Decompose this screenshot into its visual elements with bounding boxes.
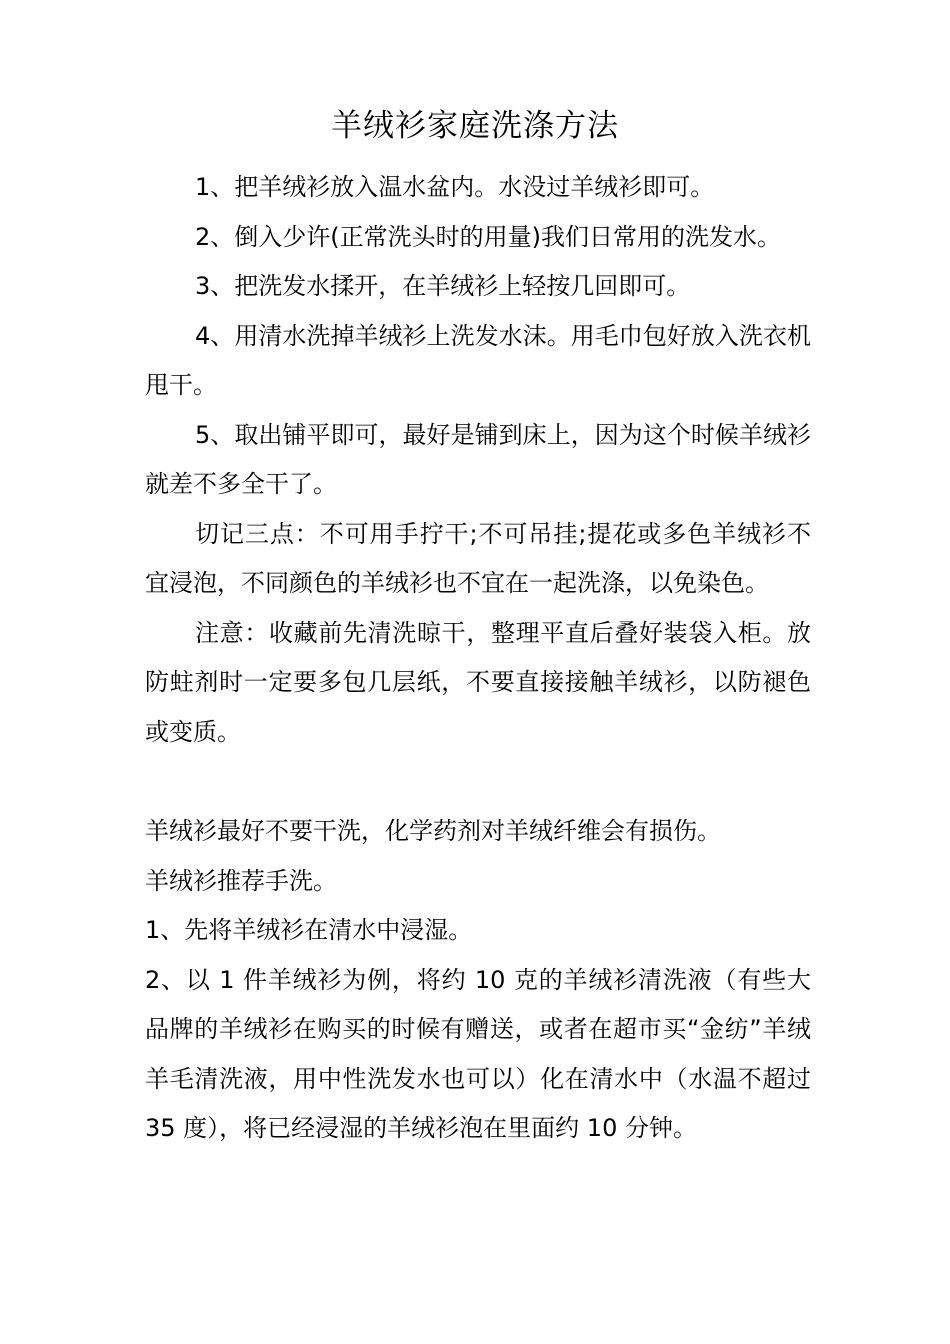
storage-note-paragraph: 注意：收藏前先清洗晾干，整理平直后叠好装袋入柜。放防蛀剂时一定要多包几层纸，不要直接接触羊绒衫，以防褪色或变质。: [145, 618, 811, 746]
hand-wash-step-1: 1、先将羊绒衫在清水中浸湿。: [145, 916, 473, 944]
step-2: 2、倒入少许(正常洗头时的用量)我们日常用的洗发水。: [195, 222, 781, 251]
hand-wash-step-2: 2、以 1 件羊绒衫为例，将约 10 克的羊绒衫清洗液（有些大品牌的羊绒衫在购买的时候有赠送，或者在超市买“金纺”羊绒羊毛清洗液，用中性洗发水也可以）化在清水中（水温不超过 35 度），将已经浸湿的羊绒衫泡在里面约 10 分钟。: [145, 965, 811, 1142]
dry-clean-warning: 羊绒衫最好不要干洗，化学药剂对羊绒纤维会有损伤。: [145, 817, 721, 845]
hand-wash-recommendation: 羊绒衫推荐手洗。: [145, 866, 337, 895]
step-3: 3、把洗发水揉开，在羊绒衫上轻按几回即可。: [195, 272, 691, 300]
step-4: 4、用清水洗掉羊绒衫上洗发水沫。用毛巾包好放入洗衣机甩干。: [145, 321, 811, 399]
caution-paragraph: 切记三点：不可用手拧干;不可吊挂;提花或多色羊绒衫不宜浸泡，不同颜色的羊绒衫也不宜在一起洗涤，以免染色。: [145, 519, 811, 597]
section-gap: [145, 757, 811, 807]
document-body: [145, 163, 811, 1154]
step-5: 5、取出铺平即可，最好是铺到床上，因为这个时候羊绒衫就差不多全干了。: [145, 420, 811, 498]
document-title: 羊绒衫家庭洗涤方法: [331, 108, 619, 144]
step-1: 1、把羊绒衫放入温水盆内。水没过羊绒衫即可。: [195, 173, 715, 201]
